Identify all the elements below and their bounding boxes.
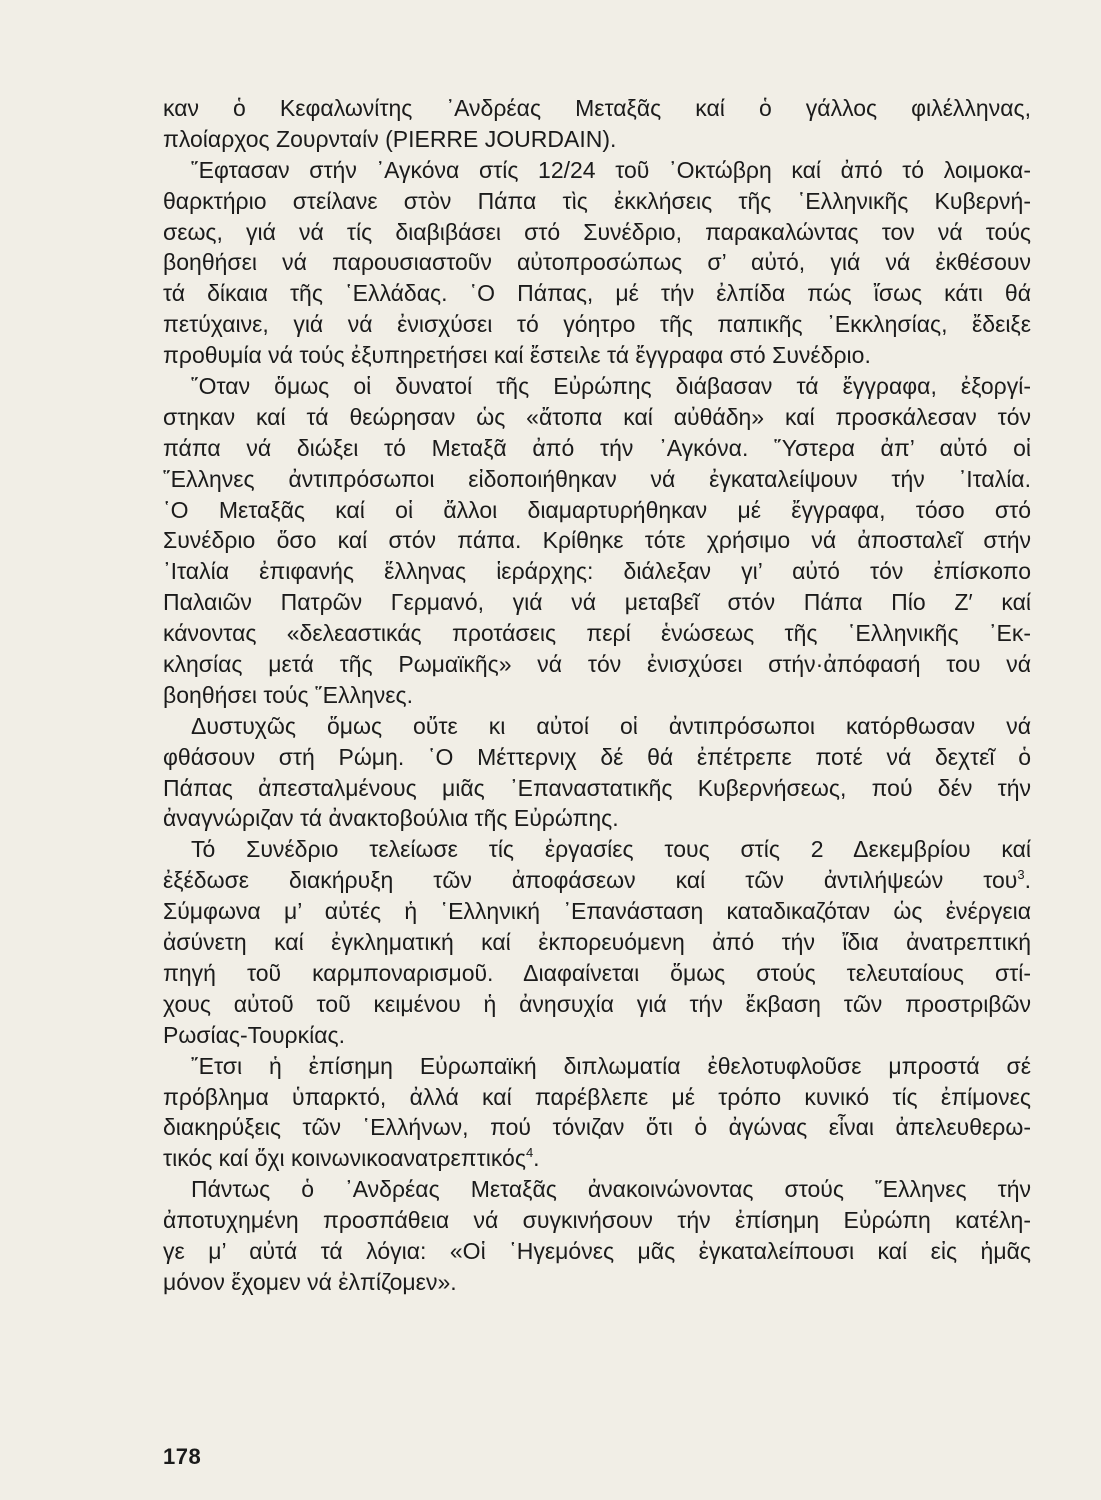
text-line-content: ἀσύνετη καί ἐγκληματική καί ἐκπορευόμενη ἀπό τήν ἴδια ἀνατρεπτική	[163, 929, 1031, 956]
text-line	[163, 834, 1031, 865]
text-line	[163, 464, 1031, 495]
text-line	[163, 618, 1031, 649]
text-line	[163, 649, 1031, 680]
text-line	[163, 865, 1031, 896]
text-line	[163, 556, 1031, 587]
text-line-content: Παλαιῶν Πατρῶν Γερμανό, γιά νά μεταβεῖ στόν Πάπα Πίο Ζ′ καί	[163, 589, 1031, 616]
text-line-content: προθυμία νά τούς ἐξυπηρετήσει καί ἔστειλε τά ἔγγραφα στό Συνέδριο.	[163, 342, 871, 369]
text-line	[163, 309, 1031, 340]
text-line-content: διακηρύξεις τῶν ῾Ελλήνων, πού τόνιζαν ὅτι ὁ ἀγώνας εἶναι ἀπελευθερω-	[163, 1114, 1031, 1141]
text-line	[163, 1174, 1031, 1205]
text-line-content: ῞Ελληνες ἀντιπρόσωποι εἰδοποιήθηκαν νά ἐγκαταλείψουν τήν ᾿Ιταλία.	[163, 465, 1031, 492]
text-line	[163, 247, 1031, 278]
text-line-content: κλησίας μετά τῆς Ρωμαϊκῆς» νά τόν ἐνισχύσει στήν·ἀπόφασή του νά	[163, 651, 1031, 678]
text-line-content: ἐξέδωσε διακήρυξη τῶν ἀποφάσεων καί τῶν ἀντιλήψεών του	[163, 867, 1018, 894]
text-line	[163, 278, 1031, 309]
text-line-content: ῞Εφτασαν στήν ᾿Αγκόνα στίς 12/24 τοῦ ᾿Οκτώβρη καί ἀπό τό λοιμοκα-	[191, 156, 1031, 183]
text-line	[163, 927, 1031, 958]
text-line	[163, 803, 1031, 834]
text-line	[163, 495, 1031, 526]
text-line	[163, 433, 1031, 464]
text-line-content: ῎Ετσι ἡ ἐπίσημη Εὐρωπαϊκή διπλωματία ἐθελοτυφλοῦσε μπροστά σέ	[191, 1052, 1031, 1079]
text-line	[163, 1112, 1031, 1143]
text-line	[163, 742, 1031, 773]
text-line	[163, 1082, 1031, 1113]
line-tail: .	[533, 1145, 540, 1172]
text-line-content: χους αὐτοῦ τοῦ κειμένου ἡ ἀνησυχία γιά τήν ἔκβαση τῶν προστριβῶν	[163, 990, 1031, 1017]
page-number: 178	[163, 1444, 202, 1469]
text-line	[163, 186, 1031, 217]
text-line-content: ἀποτυχημένη προσπάθεια νά συγκινήσουν τήν ἐπίσημη Εὐρώπη κατέλη-	[163, 1207, 1031, 1234]
text-line	[163, 1143, 1031, 1174]
text-line-content: ᾿Ιταλία ἐπιφανής ἕλληνας ἱεράρχης: διάλεξαν γι’ αὐτό τόν ἐπίσκοπο	[163, 558, 1031, 585]
text-line	[163, 1267, 1031, 1298]
text-line-content: βοηθήσει τούς ῞Ελληνες.	[163, 681, 413, 708]
text-line-content: βοηθήσει νά παρουσιαστοῦν αὐτοπροσώπως σ’ αὐτό, γιά νά ἐκθέσουν	[163, 249, 1031, 276]
text-line-content: πάπα νά διώξει τό Μεταξᾶ ἀπό τήν ᾿Αγκόνα. ῞Υστερα ἀπ’ αὐτό οἱ	[163, 434, 1031, 461]
text-line-content: Ρωσίας-Τουρκίας.	[163, 1021, 346, 1048]
text-line	[163, 773, 1031, 804]
text-line	[163, 1236, 1031, 1267]
text-line-content: μόνον ἔχομεν νά ἐλπίζομεν».	[163, 1268, 457, 1295]
text-line-content: φθάσουν στή Ρώμη. ῾Ο Μέττερνιχ δέ θά ἐπέτρεπε ποτέ νά δεχτεῖ ὁ	[163, 743, 1031, 770]
text-line	[163, 93, 1031, 124]
text-line-content: σεως, γιά νά τίς διαβιβάσει στό Συνέδριο, παρακαλώντας τον νά τούς	[163, 218, 1031, 245]
text-line-content: πετύχαινε, γιά νά ἐνισχύσει τό γόητρο τῆς παπικῆς ᾿Εκκλησίας, ἔδειξε	[163, 311, 1031, 338]
text-line	[163, 1205, 1031, 1236]
text-line-content: ῞Οταν ὅμως οἱ δυνατοί τῆς Εὐρώπης διάβασαν τά ἔγγραφα, ἐξοργί-	[191, 373, 1031, 400]
text-line	[163, 124, 1031, 155]
text-line-content: πηγή τοῦ καρμποναρισμοῦ. Διαφαίνεται ὅμως στούς τελευταίους στί-	[163, 959, 1031, 986]
text-line-content: Τό Συνέδριο τελείωσε τίς ἐργασίες τους στίς 2 Δεκεμβρίου καί	[191, 836, 1031, 863]
text-line	[163, 680, 1031, 711]
text-line-content: τά δίκαια τῆς ῾Ελλάδας. ῾Ο Πάπας, μέ τήν ἐλπίδα πώς ἴσως κάτι θά	[163, 280, 1031, 307]
text-line-content: πρόβλημα ὑπαρκτό, ἀλλά καί παρέβλεπε μέ τρόπο κυνικό τίς ἐπίμονες	[163, 1083, 1031, 1110]
text-line	[163, 1051, 1031, 1082]
text-line-content: τικός καί ὄχι κοινωνικοανατρεπτικός	[163, 1145, 526, 1172]
text-line	[163, 155, 1031, 186]
line-tail: .	[1024, 867, 1031, 894]
text-line	[163, 402, 1031, 433]
text-line	[163, 958, 1031, 989]
text-line	[163, 217, 1031, 248]
text-line-content: Συνέδριο ὅσο καί στόν πάπα. Κρίθηκε τότε χρήσιμο νά ἀποσταλεῖ στήν	[163, 527, 1031, 554]
text-line	[163, 340, 1031, 371]
text-line	[163, 896, 1031, 927]
text-line-content: Πάντως ὁ ᾿Ανδρέας Μεταξᾶς ἀνακοινώνοντας στούς ῞Ελληνες τήν	[191, 1176, 1031, 1203]
text-line	[163, 711, 1031, 742]
footnote-reference: 4	[525, 1145, 534, 1161]
text-line-content: Σύμφωνα μ’ αὐτές ἡ ῾Ελληνική ᾿Επανάσταση καταδικαζόταν ὡς ἐνέργεια	[163, 898, 1031, 925]
text-line-content: Δυστυχῶς ὅμως οὔτε κι αὐτοί οἱ ἀντιπρόσωποι κατόρθωσαν νά	[191, 712, 1031, 739]
text-line-content: θαρκτήριο στείλανε στὸν Πάπα τὶς ἐκκλήσεις τῆς ῾Ελληνικῆς Κυβερνή-	[163, 187, 1031, 214]
text-line	[163, 989, 1031, 1020]
text-line-content: γε μ’ αὐτά τά λόγια: «Οἱ ῾Ηγεμόνες μᾶς ἐγκαταλείπουσι καί εἰς ἡμᾶς	[163, 1237, 1031, 1264]
text-line-content: καν ὁ Κεφαλωνίτης ᾿Ανδρέας Μεταξᾶς καί ὁ γάλλος φιλέλληνας,	[163, 95, 1031, 121]
text-line-content: ἀναγνώριζαν τά ἀνακτοβούλια τῆς Εὐρώπης.	[163, 805, 619, 832]
footnote-reference: 3	[1017, 867, 1025, 883]
text-line	[163, 587, 1031, 618]
text-line	[163, 525, 1031, 556]
text-line-content: κάνοντας «δελεαστικάς προτάσεις περί ἑνώσεως τῆς ῾Ελληνικῆς ᾿Εκ-	[163, 620, 1031, 647]
text-line-content: στηκαν καί τά θεώρησαν ὡς «ἄτοπα καί αὐθάδη» καί προσκάλεσαν τόν	[163, 403, 1031, 430]
text-line	[163, 1020, 1031, 1051]
text-line-content: ῾Ο Μεταξᾶς καί οἱ ἄλλοι διαμαρτυρήθηκαν μέ ἔγγραφα, τόσο στό	[163, 496, 1031, 523]
text-line-content: Πάπας ἀπεσταλμένους μιᾶς ᾿Επαναστατικῆς Κυβερνήσεως, πού δέν τήν	[163, 774, 1031, 801]
body-text	[163, 93, 1031, 1298]
text-line	[163, 371, 1031, 402]
text-line-content: πλοίαρχος Ζουρνταίν (PIERRE JOURDAIN).	[163, 125, 617, 152]
